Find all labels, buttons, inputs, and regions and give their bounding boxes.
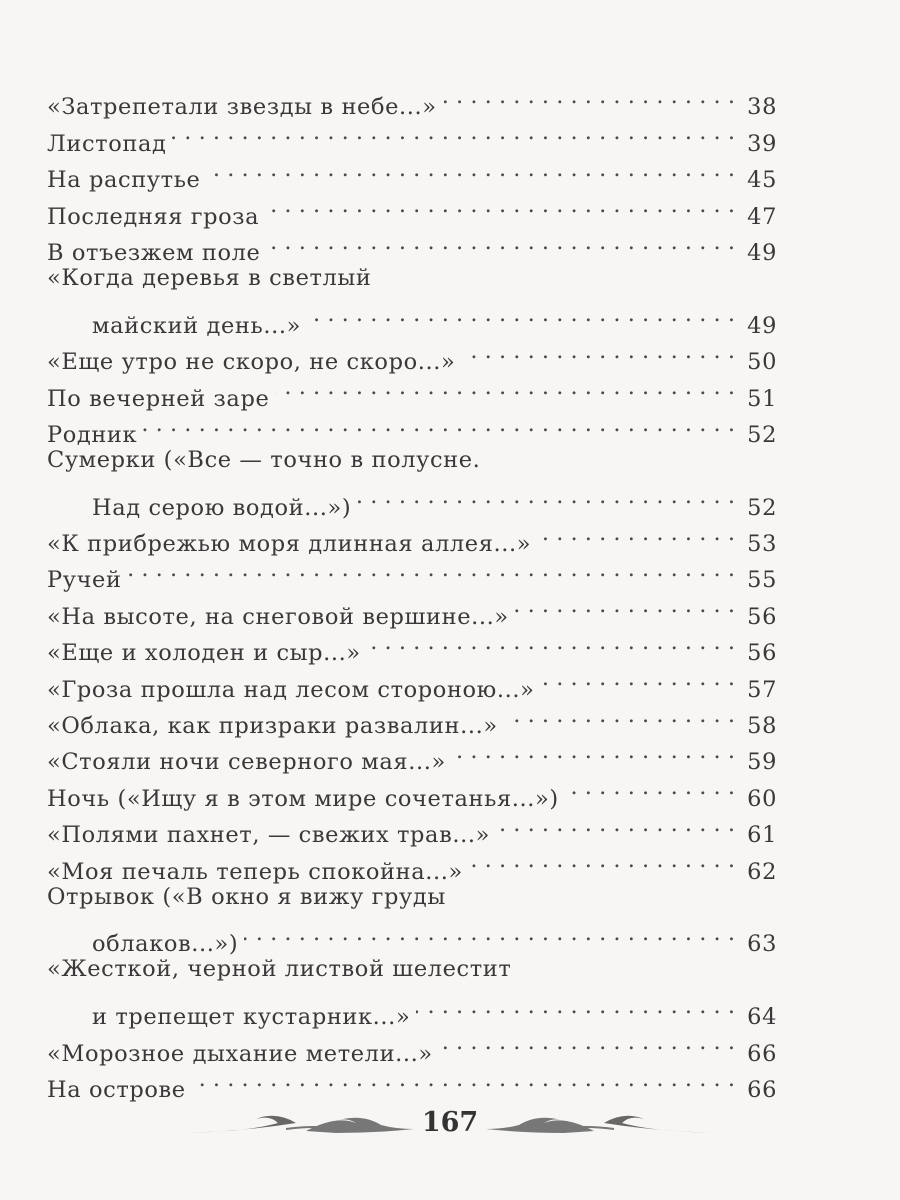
entry-title: и трепещет кустарник...» [92,1004,411,1031]
leader-dots [265,187,735,223]
entry-page-number: 52 [747,494,777,521]
entry-page-number: 62 [747,858,777,885]
entry-title: «Еще утро не скоро, не скоро...» [47,349,456,376]
entry-page-number: 66 [747,1076,777,1103]
entry-page-number: 61 [747,822,777,849]
leader-dots [143,406,735,442]
entry-page-number: 49 [747,239,777,266]
leader-dots [443,78,735,114]
entry-title: «К прибрежью моря длинная аллея...» [47,531,532,558]
table-of-contents [47,78,777,1103]
leader-dots [172,114,735,150]
entry-title: На острове [47,1076,186,1103]
leader-dots [504,697,735,733]
entry-title: майский день...» [92,312,301,339]
toc-entry [47,260,777,296]
ornament-right-icon [484,1105,714,1139]
leader-dots [307,296,735,332]
entry-page-number: 50 [747,349,777,376]
entry-page-number: 60 [747,785,777,812]
leader-dots [541,660,736,696]
leader-dots [537,515,735,551]
entry-page-number: 38 [747,94,777,121]
entry-page-number: 64 [747,1004,777,1031]
entry-page-number: 56 [747,640,777,667]
leader-dots [275,369,735,405]
entry-title: Сумерки («Все — точно в полусне. [47,446,481,473]
entry-title: Ночь («Ищу я в этом мире сочетанья...») [47,785,559,812]
entry-title: Последняя гроза [47,203,260,230]
entry-page-number: 45 [747,167,777,194]
entry-page-number: 57 [747,676,777,703]
entry-page-number: 52 [747,421,777,448]
entry-title: «Облака, как призраки развалин...» [47,713,498,740]
toc-entry [47,879,777,915]
entry-title: «Моя печаль теперь спокойна...» [47,858,463,885]
entry-title: «На высоте, на снеговой вершине...» [47,603,509,630]
entry-title: Родник [47,421,138,448]
entry-title: «Жесткой, черной листвой шелестит [47,956,512,983]
entry-title: облаков...») [92,931,239,958]
entry-page-number: 66 [747,1040,777,1067]
entry-title: Листопад [47,130,167,157]
entry-title: «Еще и холоден и сыр...» [47,640,361,667]
entry-title: «Когда деревья в светлый [47,264,372,291]
entry-title: По вечерней заре [47,385,270,412]
entry-page-number: 47 [747,203,777,230]
toc-entry [47,551,777,594]
entry-page-number: 58 [747,713,777,740]
leader-dots [266,224,735,260]
ornament-left-icon [186,1105,416,1139]
leader-dots [461,333,735,369]
toc-entry [47,587,777,630]
page-number: 167 [421,1106,479,1138]
toc-entry [47,78,777,121]
leader-dots [206,151,735,187]
toc-entry [47,988,777,1031]
leader-dots [192,1061,735,1097]
toc-entry [47,951,777,987]
page-footer [0,1100,900,1144]
entry-title: Отрывок («В окно я вижу груды [47,883,446,910]
entry-title: «Гроза прошла над лесом стороною...» [47,676,535,703]
toc-entry [47,296,777,339]
leader-dots [496,806,735,842]
entry-page-number: 51 [747,385,777,412]
toc-entry [47,406,777,448]
entry-page-number: 39 [747,130,777,157]
entry-title: Над серою водой...») [92,494,352,521]
entry-title: «Стояли ночи северного мая...» [47,749,446,776]
leader-dots [244,915,735,951]
entry-page-number: 59 [747,749,777,776]
leader-dots [515,587,735,623]
entry-title: Ручей [47,567,122,594]
entry-page-number: 55 [747,567,777,594]
leader-dots [439,1024,735,1060]
entry-title: «Затрепетали звезды в небе...» [47,94,437,121]
leader-dots [565,769,735,805]
entry-page-number: 63 [747,931,777,958]
leader-dots [416,988,735,1024]
entry-title: В отъезжем поле [47,239,261,266]
entry-title: «Морозное дыхание метели...» [47,1040,433,1067]
entry-page-number: 49 [747,312,777,339]
leader-dots [357,478,735,514]
entry-title: «Полями пахнет, — свежих трав...» [47,822,490,849]
toc-entry [47,915,777,958]
entry-page-number: 56 [747,603,777,630]
leader-dots [367,624,735,660]
entry-title: На распутье [47,167,201,194]
toc-entry [47,478,777,521]
leader-dots [469,842,735,878]
entry-page-number: 53 [747,531,777,558]
leader-dots [452,733,735,769]
toc-entry [47,442,777,478]
leader-dots [128,551,735,587]
